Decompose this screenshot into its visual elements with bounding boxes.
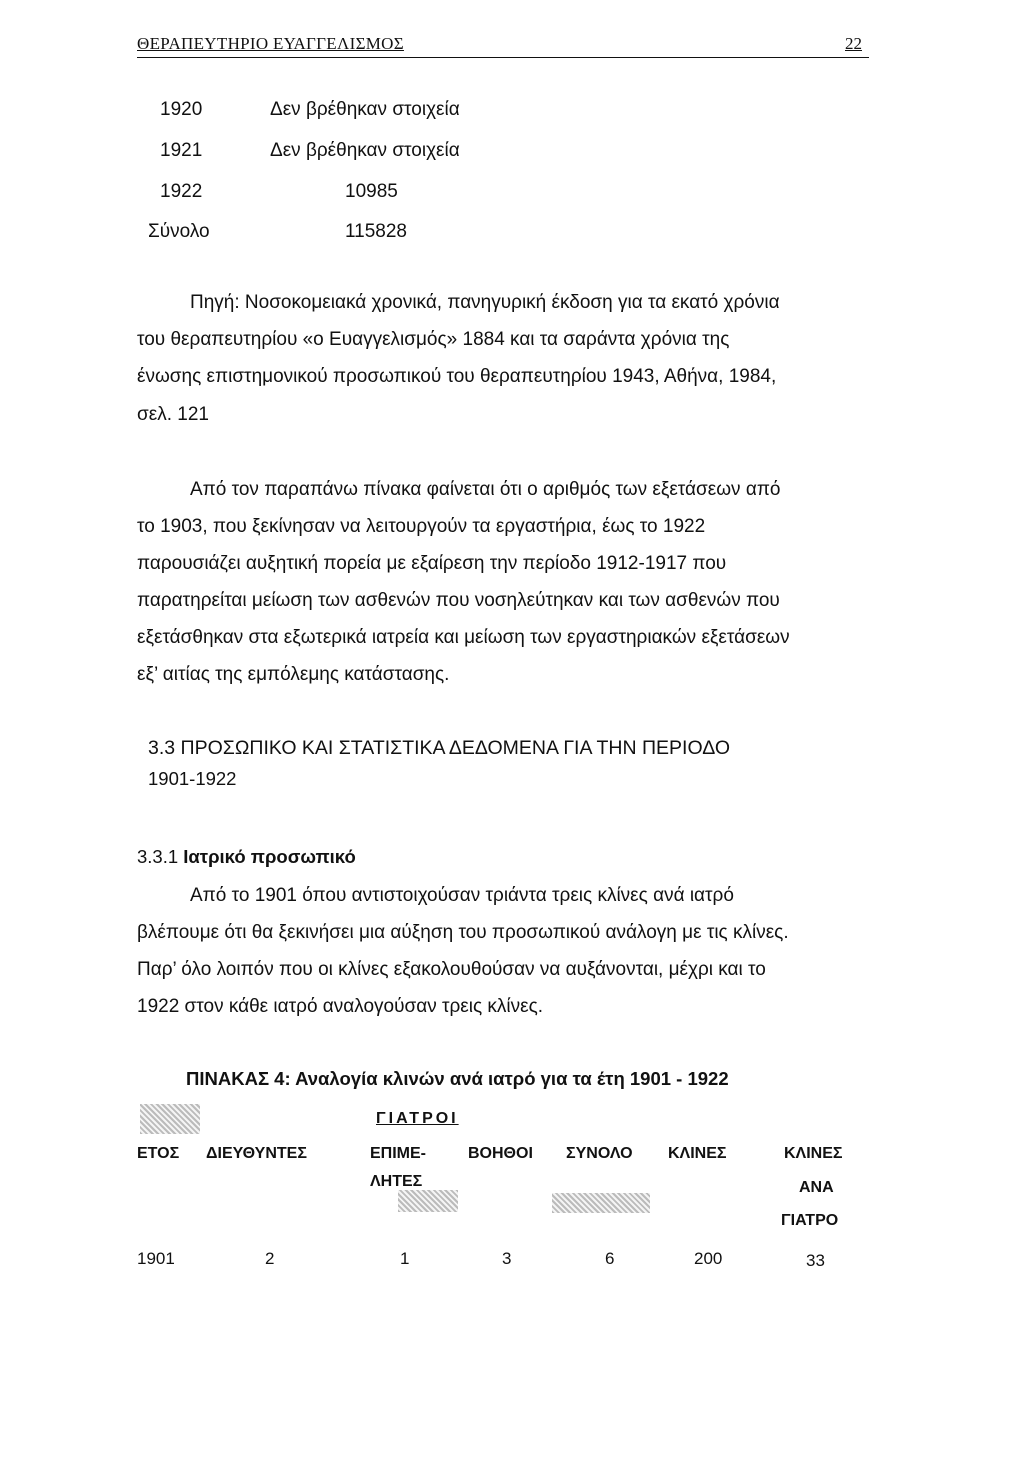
value-cell: Δεν βρέθηκαν στοιχεία [270, 99, 460, 120]
paragraph-line: 1922 στον κάθε ιατρό αναλογούσαν τρεις κλίνες. [137, 996, 544, 1017]
paragraph-line: παρατηρείται μείωση των ασθενών που νοσηλεύτηκαν και των ασθενών που [137, 590, 780, 611]
subsection-title: Ιατρικό προσωπικό [183, 846, 356, 867]
cell-beds-per-doctor: 33 [806, 1251, 825, 1270]
table-caption: ΠΙΝΑΚΑΣ 4: Αναλογία κλινών ανά ιατρό για τα έτη 1901 - 1922 [186, 1068, 729, 1089]
page-number: 22 [845, 34, 862, 53]
scan-artifact [398, 1190, 458, 1212]
col-header-year: ΕΤΟΣ [137, 1145, 180, 1162]
cell-directors: 2 [265, 1249, 275, 1268]
section-heading: 3.3 ΠΡΟΣΩΠΙΚΟ ΚΑΙ ΣΤΑΤΙΣΤΙΚΑ ΔΕΔΟΜΕΝΑ ΓΙΑ ΤΗΝ ΠΕΡΙΟΔΟ [148, 737, 731, 759]
col-header-total: ΣΥΝΟΛΟ [566, 1145, 633, 1162]
source-line: ένωσης επιστημονικού προσωπικού του θεραπευτηρίου 1943, Αθήνα, 1984, [137, 366, 777, 387]
cell-total: 6 [605, 1249, 615, 1268]
paragraph-line: εξ’ αιτίας της εμπόλεμης κατάστασης. [137, 664, 450, 685]
col-header-beds-per-doctor-cont: ΓΙΑΤΡΟ [781, 1212, 839, 1229]
scan-artifact [552, 1193, 650, 1213]
year-cell: 1922 [160, 181, 203, 202]
paragraph-line: εξετάσθηκαν στα εξωτερικά ιατρεία και μείωση των εργαστηριακών εξετάσεων [137, 627, 790, 648]
paragraph-line: Από τον παραπάνω πίνακα φαίνεται ότι ο αριθμός των εξετάσεων από [190, 479, 781, 500]
source-line: του θεραπευτηρίου «ο Ευαγγελισμός» 1884 και τα σαράντα χρόνια της [137, 329, 730, 350]
col-header-supervisors: ΕΠΙΜΕ- [370, 1145, 426, 1162]
cell-assistants: 3 [502, 1249, 512, 1268]
col-header-beds: ΚΛΙΝΕΣ [668, 1145, 727, 1162]
section-heading-years: 1901-1922 [148, 768, 237, 789]
paragraph-line: το 1903, που ξεκίνησαν να λειτουργούν τα εργαστήρια, έως το 1922 [137, 516, 706, 537]
year-cell: 1920 [160, 99, 203, 120]
subsection-number: 3.3.1 [137, 846, 179, 867]
source-line: Πηγή: Νοσοκομειακά χρονικά, πανηγυρική έκδοση για τα εκατό χρόνια [190, 292, 780, 313]
col-header-beds-per-doctor: ΚΛΙΝΕΣ [784, 1145, 843, 1162]
group-header-doctors: ΓΙΑΤΡΟΙ [376, 1110, 459, 1127]
cell-supervisors: 1 [400, 1249, 410, 1268]
paragraph-line: βλέπουμε ότι θα ξεκινήσει μια αύξηση του προσωπικού ανάλογη με τις κλίνες. [137, 922, 789, 943]
value-cell: 10985 [345, 181, 398, 202]
col-header-assistants: ΒΟΗΘΟΙ [468, 1145, 533, 1162]
paragraph-line: Παρ’ όλο λοιπόν που οι κλίνες εξακολουθούσαν να αυξάνονται, μέχρι και το [137, 959, 766, 980]
header-rule [137, 57, 869, 58]
paragraph-line: Από το 1901 όπου αντιστοιχούσαν τριάντα τρεις κλίνες ανά ιατρό [190, 885, 734, 906]
subsection-heading [137, 846, 356, 868]
scan-artifact [140, 1104, 200, 1134]
running-header-title: ΘΕΡΑΠΕΥΤΗΡΙΟ ΕΥΑΓΓΕΛΙΣΜΟΣ [137, 34, 404, 53]
value-cell: Δεν βρέθηκαν στοιχεία [270, 140, 460, 161]
total-label: Σύνολο [148, 221, 210, 242]
cell-year: 1901 [137, 1249, 175, 1268]
col-header-supervisors-cont: ΛΗΤΕΣ [370, 1173, 423, 1190]
year-cell: 1921 [160, 140, 203, 161]
col-header-beds-per-doctor-cont: ΑΝΑ [799, 1179, 834, 1196]
cell-beds: 200 [694, 1249, 723, 1268]
col-header-directors: ΔΙΕΥΘΥΝΤΕΣ [206, 1145, 307, 1162]
source-line: σελ. 121 [137, 404, 209, 425]
total-value: 115828 [345, 221, 407, 242]
paragraph-line: παρουσιάζει αυξητική πορεία με εξαίρεση την περίοδο 1912-1917 που [137, 553, 727, 574]
